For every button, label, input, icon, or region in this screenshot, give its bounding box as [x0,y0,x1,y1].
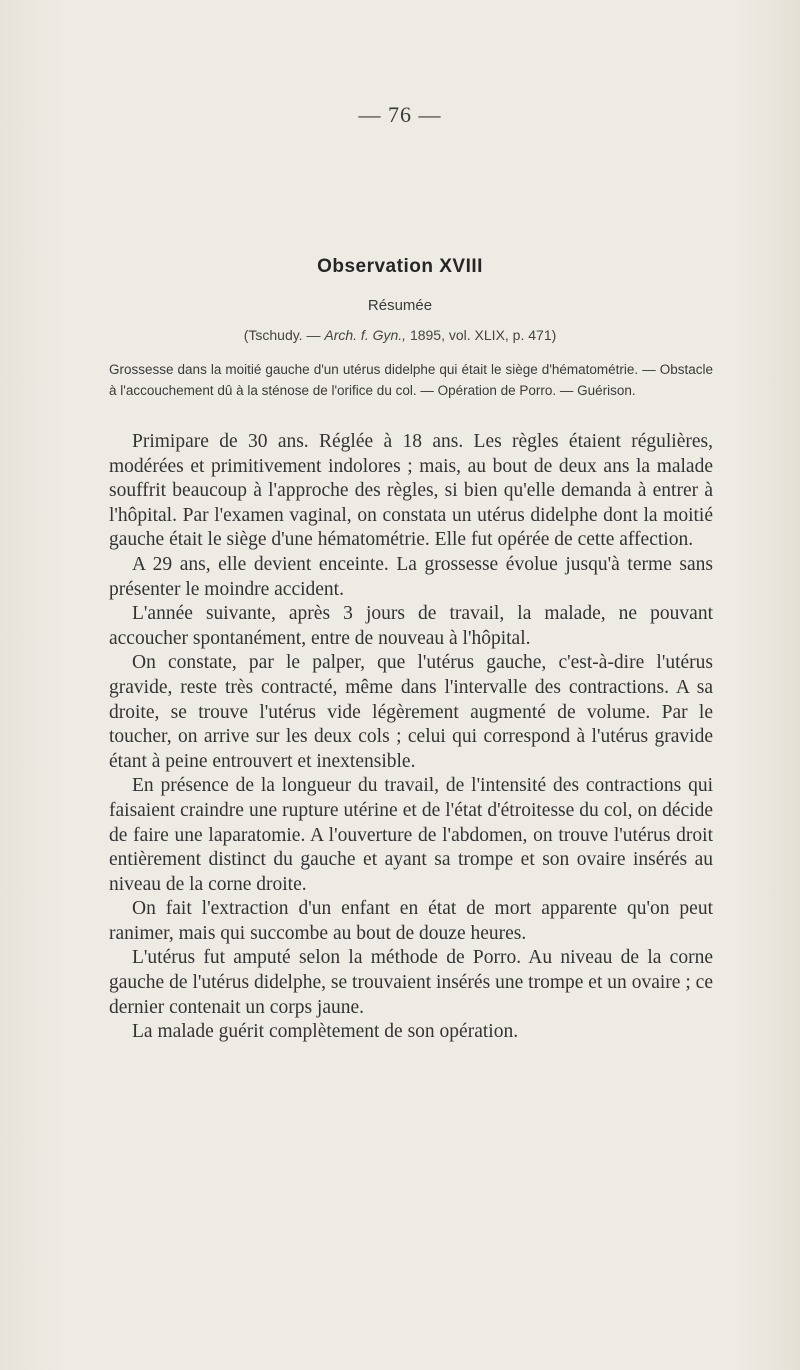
observation-body [109,430,713,1045]
paragraph: En présence de la longueur du travail, de l'intensité des contractions qui faisaient craindre une rupture utérine et de l'état d'étroitesse du col, on décide de faire une laparatomie. A l'ouverture de l'abdomen, on trouve l'utérus droit entièrement distinct du gauche et ayant sa trompe et son ovaire insérés au niveau de la corne droite. [109,775,713,895]
observation-title: Observation XVIII [317,256,483,277]
citation-details: 1895, vol. XLIX, p. 471) [409,327,557,343]
paragraph: On constate, par le palper, que l'utérus gauche, c'est-à-dire l'utérus gravide, reste très contracté, même dans l'intervalle des contractions. A sa droite, se trouve l'utérus vide légèrement augmenté de volume. Par le toucher, on arrive sur les deux cols ; celui qui correspond à l'utérus gravide étant à peine entrouvert et inextensible. [109,652,713,772]
observation-subtitle: Résumée [367,297,433,314]
paragraph: La malade guérit complètement de son opération. [132,1021,519,1043]
case-summary: Grossesse dans la moitié gauche d'un utérus didelphe qui était le siège d'hématométrie. — Obstacle à l'accouchement dû à la sténose de l'orifice du col. — Opération de Porro. — Guérison. [109,362,713,398]
paragraph: L'utérus fut amputé selon la méthode de Porro. Au niveau de la corne gauche de l'utérus didelphe, se trouvaient insérés une trompe et un ovaire ; ce dernier contenait un corps jaune. [109,947,713,1018]
paragraph: Primipare de 30 ans. Réglée à 18 ans. Les règles étaient régulières, modérées et primitivement indolores ; mais, au bout de deux ans la malade souffrit beaucoup à l'approche des règles, si bien qu'elle demanda à entrer à l'hôpital. Par l'examen vaginal, on constata un utérus didelphe dont la moitié gauche était le siège d'une hématométrie. Elle fut opérée de cette affection. [109,431,713,551]
paragraph: A 29 ans, elle devient enceinte. La grossesse évolue jusqu'à terme sans présenter le moindre accident. [109,553,713,600]
paragraph: On fait l'extraction d'un enfant en état de mort apparente qu'on peut ranimer, mais qui succombe au bout de douze heures. [109,898,713,944]
paragraph: L'année suivante, après 3 jours de travail, la malade, ne pouvant accoucher spontanément, entre de nouveau à l'hôpital. [109,603,713,649]
page-number: — 76 — [358,102,442,127]
citation-author: (Tschudy. — [243,327,321,343]
citation [0,327,800,343]
citation-journal: Arch. f. Gyn., [324,327,407,343]
